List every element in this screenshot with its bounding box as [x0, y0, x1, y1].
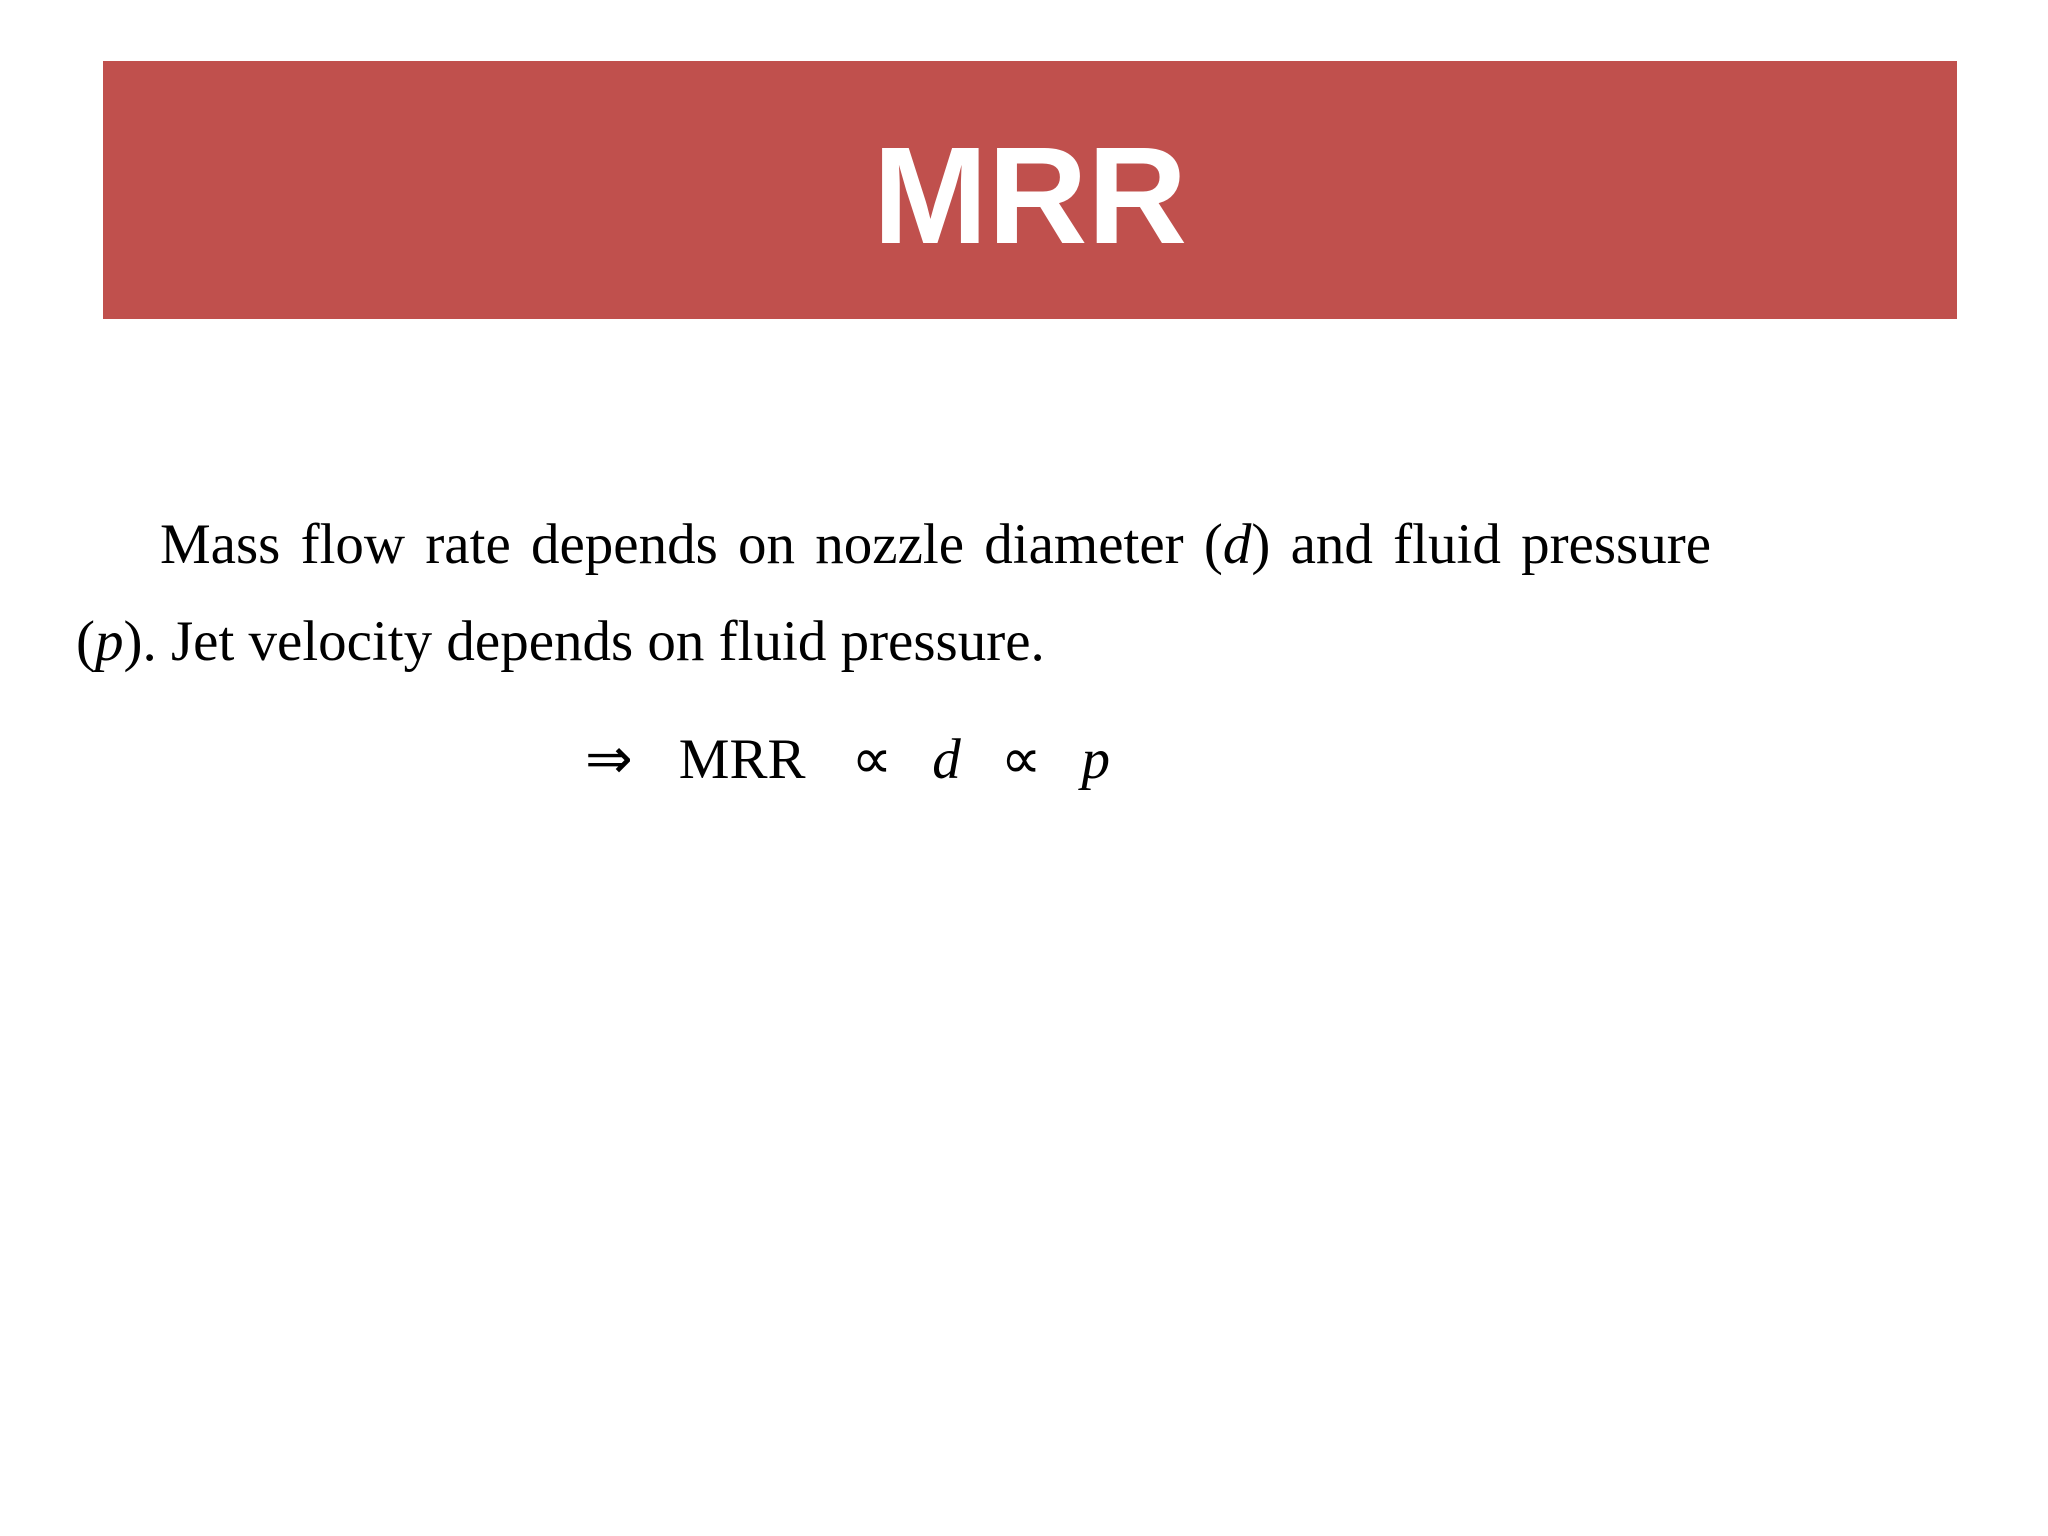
title-banner — [103, 61, 1957, 319]
proportional-symbol-1: ∝ — [851, 728, 893, 791]
equation-variable-d: d — [932, 728, 961, 791]
equation-variable-p: p — [1081, 728, 1110, 791]
body-paragraph — [76, 496, 1866, 690]
slide-title: MRR — [872, 119, 1188, 273]
line1-text-after: ) and fluid pressure — [1251, 513, 1712, 576]
equation — [585, 720, 1110, 800]
proportional-symbol-2: ∝ — [1000, 728, 1042, 791]
line2-variable-p: p — [94, 610, 124, 673]
paragraph-line-1 — [76, 496, 1866, 593]
paragraph-line-2 — [76, 593, 1866, 690]
line1-variable-d: d — [1222, 513, 1252, 576]
equation-lhs: MRR — [678, 728, 806, 791]
line2-text-before: ( — [76, 610, 95, 673]
implies-symbol: ⇒ — [585, 728, 633, 791]
line2-text-after: ). Jet velocity depends on fluid pressure. — [123, 610, 1045, 673]
line1-text-before: Mass flow rate depends on nozzle diameter ( — [160, 513, 1223, 576]
